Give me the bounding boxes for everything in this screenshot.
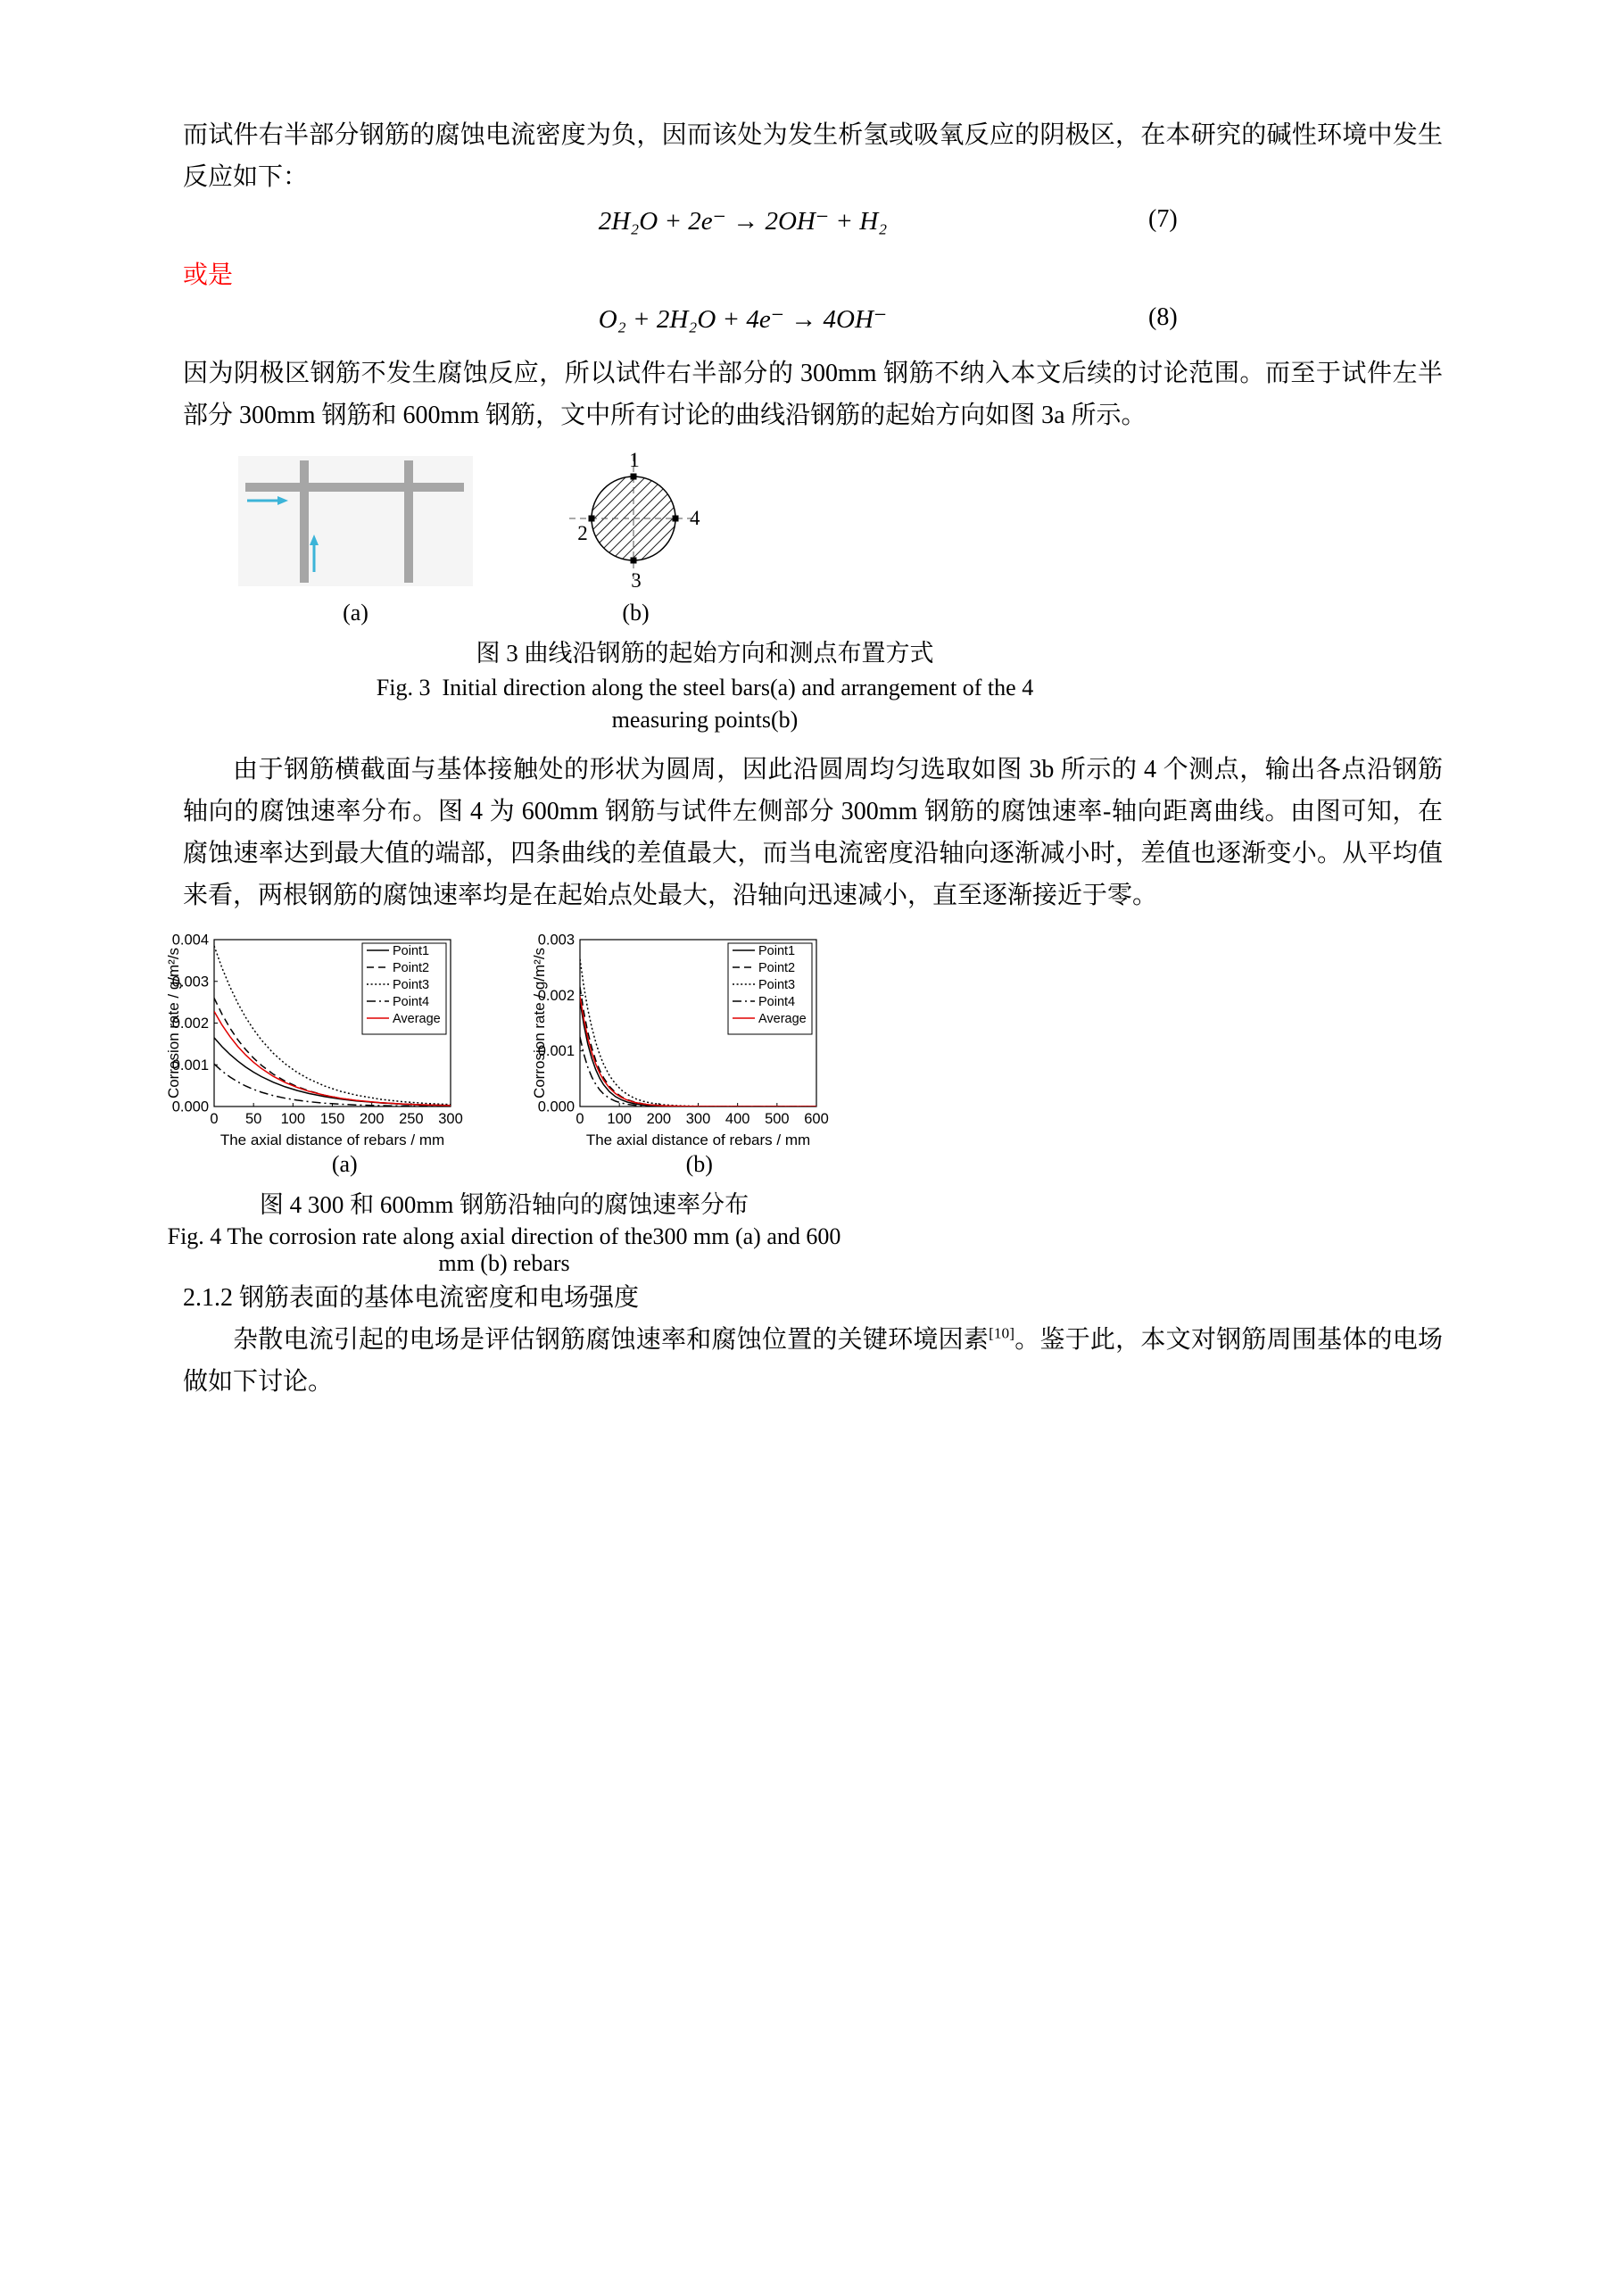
figure-4a-label: (a): [331, 1151, 358, 1177]
svg-text:Point2: Point2: [393, 961, 430, 975]
figure-3-sublabels: [238, 600, 1227, 626]
svg-text:0.001: 0.001: [171, 1057, 209, 1073]
svg-text:0.002: 0.002: [171, 1015, 209, 1032]
svg-text:Point3: Point3: [758, 978, 796, 992]
paragraph-electric-field-tail: 。鉴于此，本文对钢筋周围基体的电场做如下讨论。: [183, 1326, 1443, 1396]
svg-text:The axial distance of rebars /: The axial distance of rebars / mm: [219, 1131, 445, 1148]
point-2-label: 2: [577, 522, 588, 544]
svg-text:400: 400: [725, 1111, 750, 1127]
section-heading-2-1-2: 2.1.2 钢筋表面的基体电流密度和电场强度: [183, 1284, 640, 1312]
equation-8-number: (8): [1148, 303, 1178, 331]
figure-3-images: [238, 447, 1227, 594]
figure-3-caption-en: [183, 672, 1227, 736]
figure-4-caption-en: Fig. 4 The corrosion rate along axial direction of the300 mm (a) and 600 mm (b) rebars: [167, 1223, 841, 1276]
figure-3-caption-en-line1: Fig. 3 Initial direction along the steel bars(a) and arrangement of the 4: [376, 675, 1034, 700]
equation-7: [183, 205, 1443, 247]
svg-text:150: 150: [319, 1111, 345, 1127]
svg-text:0.004: 0.004: [171, 932, 209, 949]
equation-7-number: (7): [1148, 205, 1178, 233]
figure-4-caption-cn: 图 4 300 和 600mm 钢筋沿轴向的腐蚀速率分布: [259, 1191, 749, 1218]
paragraph-electric-field: [183, 1319, 1443, 1403]
svg-text:200: 200: [646, 1111, 672, 1127]
figure-3a-label: (a): [343, 600, 368, 626]
marker-point-4: [673, 516, 679, 522]
svg-text:600: 600: [804, 1111, 829, 1127]
equation-7-body: 2H₂O + 2e⁻ → 2OH⁻ + H₂: [598, 207, 888, 236]
figure-3-caption-en-line2: measuring points(b): [611, 707, 799, 733]
svg-text:Average: Average: [393, 1012, 441, 1026]
figure-4b-label: (b): [685, 1151, 713, 1177]
svg-text:200: 200: [359, 1111, 385, 1127]
measuring-point-labels: [577, 449, 700, 592]
svg-text:100: 100: [280, 1111, 306, 1127]
chart-corrosion-rate-600mm: [531, 932, 830, 1149]
svg-text:250: 250: [399, 1111, 424, 1127]
svg-text:300: 300: [438, 1111, 463, 1127]
svg-text:0: 0: [210, 1111, 219, 1127]
point-1-label: 1: [629, 449, 640, 471]
marker-point-1: [631, 474, 637, 480]
svg-text:0.000: 0.000: [537, 1098, 575, 1115]
svg-text:Point1: Point1: [758, 944, 796, 958]
figure-4: [165, 932, 843, 1277]
paragraph-electric-field-text: 杂散电流引起的电场是评估钢筋腐蚀速率和腐蚀位置的关键环境因素: [233, 1326, 990, 1354]
figure-3b-label: (b): [622, 600, 650, 626]
figure-3a-specimen-diagram: [238, 456, 473, 586]
paragraph-discussion-scope: 因为阴极区钢筋不发生腐蚀反应，所以试件右半部分的 300mm 钢筋不纳入本文后续的讨论范围。而至于试件左半部分 300mm 钢筋和 600mm 钢筋，文中所有讨论的曲线沿钢筋的起始方向如图 3a 所示。: [183, 360, 1443, 429]
svg-text:500: 500: [765, 1111, 790, 1127]
figure-4-spacer: [464, 932, 531, 1149]
specimen-panel-background: [238, 456, 473, 586]
paragraph-measuring-points: 由于钢筋横截面与基体接触处的形状为圆周，因此沿圆周均匀选取如图 3b 所示的 4 个测点，输出各点沿钢筋轴向的腐蚀速率分布。图 4 为 600mm 钢筋与试件左侧部分 300mm 钢筋的腐蚀速率-轴向距离曲线。由图可知，在腐蚀速率达到最大值的端部，四条曲线的差值最大，而当电流密度沿轴向逐渐减小时，差值也逐渐变小。从平均值来看，两根钢筋的腐蚀速率均是在起始点处最大，沿轴向迅速减小，直至逐渐接近于零。: [183, 756, 1443, 909]
figure-4-charts: [165, 932, 843, 1149]
svg-text:0.001: 0.001: [537, 1043, 575, 1060]
svg-text:100: 100: [607, 1111, 632, 1127]
equation-8-body: O₂ + 2H₂O + 4e⁻ → 4OH⁻: [598, 305, 888, 334]
svg-text:300: 300: [685, 1111, 711, 1127]
svg-text:0.002: 0.002: [537, 987, 575, 1004]
figure-4-sublabels: [201, 1151, 843, 1178]
svg-text:Point3: Point3: [393, 978, 430, 992]
svg-text:The axial distance of rebars /: The axial distance of rebars / mm: [585, 1131, 811, 1148]
paragraph-cathode-intro: 而试件右半部分钢筋的腐蚀电流密度为负，因而该处为发生析氢或吸氧反应的阴极区，在本研究的碱性环境中发生反应如下：: [183, 121, 1443, 191]
point-4-label: 4: [690, 507, 700, 529]
equation-8: [183, 303, 1443, 345]
rebar-300mm-right-vertical: [404, 460, 413, 583]
chart-corrosion-rate-300mm: [165, 932, 464, 1149]
citation-10: [10]: [989, 1324, 1014, 1342]
svg-text:Point2: Point2: [758, 961, 796, 975]
rebar-600mm-horizontal: [245, 483, 464, 492]
figure-3: [183, 447, 1227, 736]
point-3-label: 3: [631, 569, 642, 592]
figure-3b-cross-section-diagram: [558, 447, 714, 594]
rebar-300mm-left-vertical: [300, 460, 309, 583]
svg-text:Point4: Point4: [758, 995, 796, 1009]
svg-text:0.003: 0.003: [537, 932, 575, 949]
svg-text:0.003: 0.003: [171, 974, 209, 991]
svg-text:Average: Average: [758, 1012, 807, 1026]
marker-point-3: [631, 558, 637, 564]
svg-text:0: 0: [576, 1111, 584, 1127]
or-text: 或是: [183, 261, 234, 289]
svg-text:Corrosion rate / g/m²/s: Corrosion rate / g/m²/s: [165, 947, 182, 1099]
marker-point-2: [589, 516, 595, 522]
figure-3-caption-cn: 图 3 曲线沿钢筋的起始方向和测点布置方式: [476, 640, 934, 667]
svg-text:50: 50: [244, 1111, 262, 1127]
svg-text:Point1: Point1: [393, 944, 430, 958]
svg-text:Point4: Point4: [393, 995, 430, 1009]
svg-text:0.000: 0.000: [171, 1098, 209, 1115]
svg-text:Corrosion rate / g/m²/s: Corrosion rate / g/m²/s: [531, 947, 548, 1099]
